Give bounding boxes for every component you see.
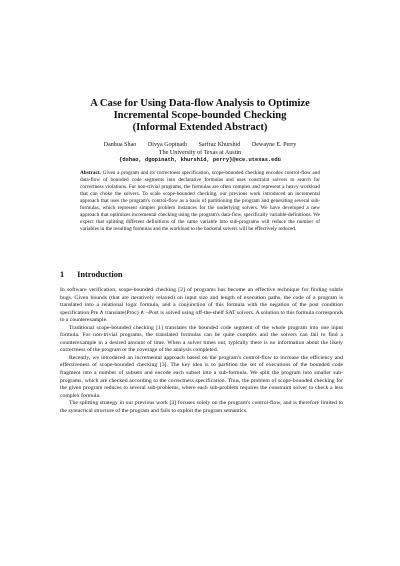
author-name: Danhua Shao — [103, 142, 137, 148]
author-name: Sarfraz Khurshid — [198, 142, 241, 148]
abstract — [80, 170, 320, 233]
author-block — [40, 142, 360, 165]
author-name: Dewayne E. Perry — [251, 142, 297, 148]
paper-title — [40, 98, 360, 135]
title-line-1: A Case for Using Data-flow Analysis to Optimize — [90, 98, 310, 109]
paragraph: Recently, we introduced an incremental approach based on the program's control-flow to increase the efficiency and effectiveness of scope-bounded checking [3]. The key idea is to partition the set of executions of the bounded code fragment into a number of subsets and encode each subset into a sub-formula. We split the program into smaller sub-programs, which are checked according to the correctness specification. Thus, the problem of scope-bounded checking for the given program reduces to several sub-problems, where each sub-problem requires the constraint solver to check a less complex formula. — [60, 354, 343, 399]
affiliation: The University of Texas at Austin — [158, 149, 242, 156]
section-title: Introduction — [77, 270, 123, 279]
section-number: 1 — [60, 270, 65, 279]
body-text — [60, 287, 343, 415]
author-name: Divya Gopinath — [147, 142, 187, 148]
author-emails: {dshao, dgopinath, khurshid, perry}@ece.utexas.edu — [119, 157, 281, 164]
section-heading — [60, 270, 340, 280]
paragraph: Traditional scope-bounded checking [1] translates the bounded code segment of the whole program into one input formula. For non-trivial programs, the translated formulas can be quite complex and the solvers can fail to find a counterexample in a desired amount of time. When a solver times out, typically there is no information about the likely correctness of the program or the coverage of the analysis completed. — [60, 324, 343, 354]
paragraph: The splitting strategy in our previous work [3] focuses solely on the program's control-flow, and is therefore limited to the syntactical structure of the program and fails to exploit the program semantics. — [60, 400, 343, 414]
paragraph: In software verification, scope-bounded checking [2] of programs has become an effective technique for finding subtle bugs. Given bounds (that are iteratively relaxed) on input size and length of execution paths, the code of a program is translated into a relational logic formula, and a conjunction of this formula with the negation of the post condition specification Pre ∧ translate(Proc) ∧ ¬Post is solved using off-the-shelf SAT solvers. A solution to this formula corresponds to a counterexample. — [60, 287, 343, 324]
author-names — [40, 142, 360, 150]
abstract-label: Abstract. — [80, 170, 101, 176]
title-line-2: Incremental Scope-bounded Checking — [113, 110, 287, 122]
title-line-3: (Informal Extended Abstract) — [132, 122, 268, 134]
abstract-text: Given a program and its correctness specification, scope-bounded checking encodes control-flow and data-flow of bounded code segments into declarative formulas and uses constraint solvers to search for correctness violations. For non-trivial programs, the formulas are often complex and represent a heavy workload that can choke the solvers. To scale scope-bounded checking, our previous work introduced an incremental approach that uses the program's control-flow as a basis of partitioning the program and generating several sub-formulas, which represent simpler problem instances for the underlying solvers. We have developed a new approach that optimizes incremental checking using the program's data-flow, specifically variable-definitions. We expect that splitting different definitions of the same variable into sub-programs will reduce the number of variables in the resulting formulas and the workload to the backend solvers will be effectively reduced. — [80, 170, 320, 232]
